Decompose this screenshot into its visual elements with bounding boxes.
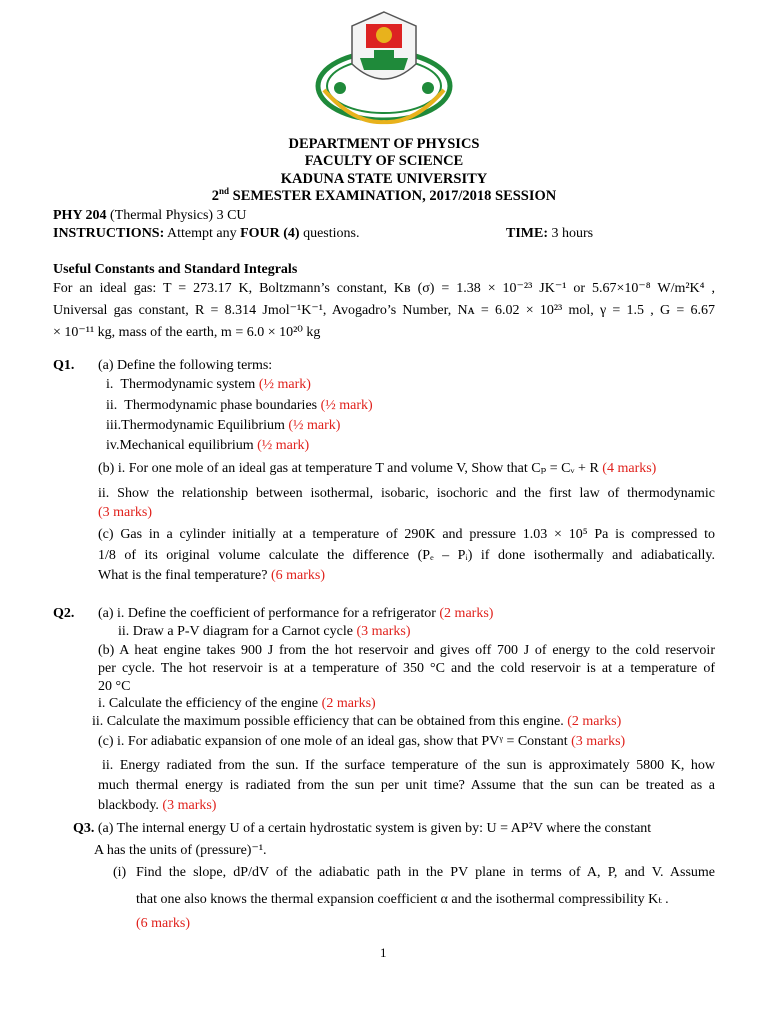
constants-line-3: × 10⁻¹¹ kg, mass of the earth, m = 6.0 × 10²⁰ kg: [53, 325, 321, 340]
constants-line-1: For an ideal gas: T = 273.17 K, Boltzmann’s constant, Kʙ (σ) = 1.38 × 10⁻²³ JK⁻¹ or 5.67×10⁻⁸ W/m²K⁴ ,: [53, 281, 715, 296]
q1-b-i: (b) i. For one mole of an ideal gas at temperature T and volume V, Show that Cₚ = Cᵥ + R (4 marks): [98, 461, 657, 476]
page-number: 1: [380, 945, 387, 960]
q2-b-i: i. Calculate the efficiency of the engine (2 marks): [98, 696, 376, 711]
q2-b-line-1: (b) A heat engine takes 900 J from the hot reservoir and gives off 700 J of energy to the cold reservoir: [98, 643, 715, 658]
exam-session-heading: 2nd SEMESTER EXAMINATION, 2017/2018 SESSION: [211, 186, 557, 204]
course-line: PHY 204 (Thermal Physics) 3 CU: [53, 208, 247, 223]
q1-term-4: iv.Mechanical equilibrium (½ mark): [106, 438, 310, 453]
q2-c-ii-line-1: ii. Energy radiated from the sun. If the surface temperature of the sun is approximately 5800 K, how: [102, 758, 715, 773]
q3-a-line-2: A has the units of (pressure)⁻¹.: [94, 843, 267, 858]
q1-term-3: iii.Thermodynamic Equilibrium (½ mark): [106, 418, 341, 433]
q1-term-1: i. Thermodynamic system (½ mark): [106, 377, 311, 392]
constants-heading: Useful Constants and Standard Integrals: [53, 262, 298, 277]
q1-c-line-2: 1/8 of its original volume calculate the difference (Pₑ – Pᵢ) if done isothermally and adiabatically.: [98, 548, 715, 563]
q3-i-line-1: Find the slope, dP/dV of the adiabatic path in the PV plane in terms of A, P, and V. Assume: [136, 865, 715, 880]
q1-c-line-1: (c) Gas in a cylinder initially at a temperature of 290K and pressure 1.03 × 10⁵ Pa is compressed to: [98, 527, 715, 542]
q2-b-line-2: per cycle. The hot reservoir is at a temperature of 350 °C and the cold reservoir is at a temperature of: [98, 661, 715, 676]
department-heading: DEPARTMENT OF PHYSICS: [288, 136, 480, 152]
university-heading: KADUNA STATE UNIVERSITY: [280, 171, 488, 187]
q1-a-intro: (a) Define the following terms:: [98, 358, 273, 373]
q2-c-ii-line-3: blackbody. (3 marks): [98, 798, 217, 813]
q2-b-ii: ii. Calculate the maximum possible efficiency that can be obtained from this engine. (2 marks): [92, 714, 622, 729]
question-number-2: Q2.: [53, 606, 75, 621]
q1-b-ii: ii. Show the relationship between isothermal, isobaric, isochoric and the first law of thermodynamic: [98, 486, 715, 501]
q2-a-ii: ii. Draw a P-V diagram for a Carnot cycle (3 marks): [118, 624, 411, 639]
question-number-1: Q1.: [53, 358, 75, 373]
q1-term-2: ii. Thermodynamic phase boundaries (½ mark): [106, 398, 373, 413]
q1-c-line-3: What is the final temperature? (6 marks): [98, 568, 326, 583]
q1-b-ii-mark: (3 marks): [98, 505, 153, 520]
q3-a-line-1: Q3. (a) The internal energy U of a certain hydrostatic system is given by: U = AP²V where the constant: [73, 821, 652, 836]
q2-c-ii-line-2: much thermal energy is radiated from the sun per unit time? Assume that the sun can be treated as a: [98, 778, 715, 793]
q3-i-number: (i): [113, 865, 127, 880]
constants-line-2: Universal gas constant, R = 8.314 Jmol⁻¹K⁻¹, Avogadro’s Number, Nᴀ = 6.02 × 10²³ mol, γ = 1.5 , G = 6.67: [53, 303, 716, 318]
instructions-line: INSTRUCTIONS: Attempt any FOUR (4) questions.: [53, 226, 360, 241]
q2-c-i: (c) i. For adiabatic expansion of one mole of an ideal gas, show that PVᵞ = Constant (3 marks): [98, 734, 626, 749]
faculty-heading: FACULTY OF SCIENCE: [304, 153, 464, 169]
university-crest-icon: [314, 4, 454, 128]
q2-a-i: (a) i. Define the coefficient of performance for a refrigerator (2 marks): [98, 606, 494, 621]
q3-i-line-2: that one also knows the thermal expansion coefficient α and the isothermal compressibility Kₜ .: [136, 892, 669, 907]
time-line: TIME: 3 hours: [506, 226, 594, 241]
q3-i-mark: (6 marks): [136, 916, 191, 931]
q2-b-line-3: 20 °C: [98, 679, 131, 694]
